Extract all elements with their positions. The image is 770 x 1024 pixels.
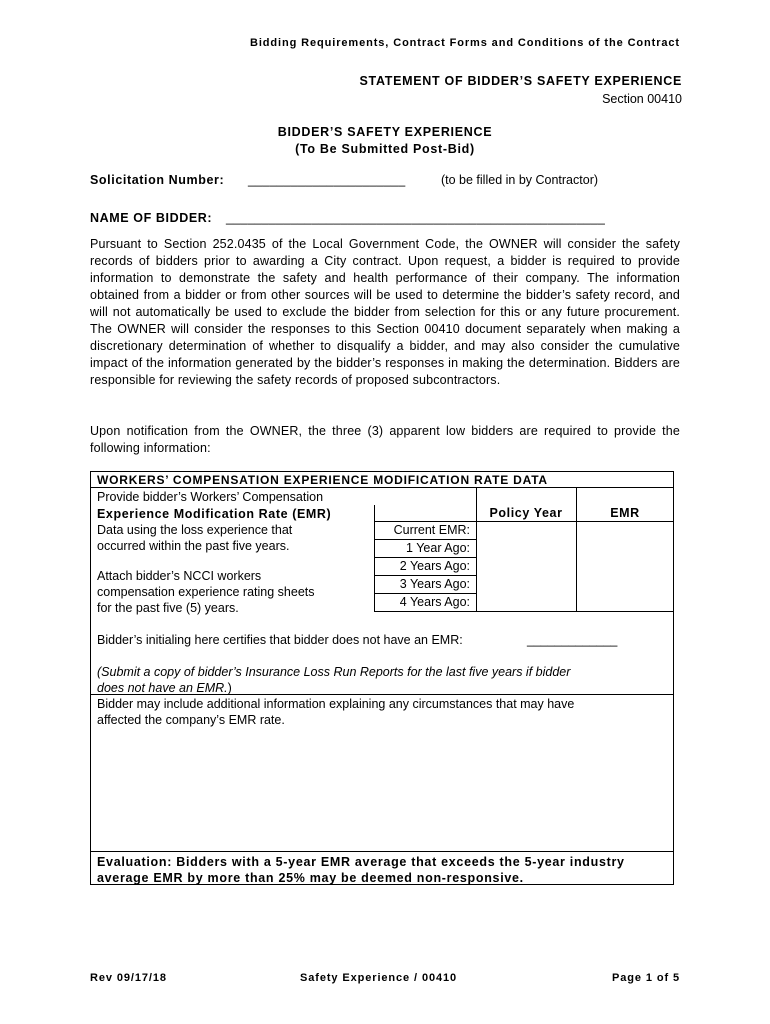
evaluation-note-2: average EMR by more than 25% may be deemed non-responsive. — [97, 871, 524, 885]
solicitation-number-field[interactable]: ______________________ — [248, 173, 406, 187]
form-subtitle: (To Be Submitted Post-Bid) — [295, 142, 475, 156]
emr-instruction-5: Attach bidder’s NCCI workers — [97, 569, 262, 583]
table-divider — [90, 851, 674, 852]
bidder-name-field[interactable]: _____________________________________________________ — [226, 211, 606, 225]
policy-year-input-2-years[interactable] — [477, 558, 576, 575]
emr-header: EMR — [610, 506, 640, 520]
policy-year-input-1-year[interactable] — [477, 540, 576, 557]
document-title: STATEMENT OF BIDDER’S SAFETY EXPERIENCE — [359, 74, 682, 88]
grid-line — [374, 593, 477, 594]
footer-page-number: Page 1 of 5 — [612, 972, 680, 984]
policy-year-input-3-years[interactable] — [477, 576, 576, 593]
loss-run-note-1: (Submit a copy of bidder’s Insurance Loss Run Reports for the last five years if bidder — [97, 665, 571, 679]
row-label-current: Current EMR: — [393, 523, 470, 537]
emr-input-1-year[interactable] — [577, 540, 674, 557]
grid-line — [374, 611, 674, 612]
emr-instruction-2: Experience Modification Rate (EMR) — [97, 507, 332, 521]
grid-line — [374, 557, 477, 558]
running-header: Bidding Requirements, Contract Forms and Conditions of the Contract — [249, 37, 680, 49]
policy-year-input-4-years[interactable] — [477, 594, 576, 611]
intro-paragraph: Pursuant to Section 252.0435 of the Local Government Code, the OWNER will consider the safety records of bidders prior to awarding a City contract. Upon request, a bidder is required to provide information to demonstrate the safety and health performance of their company. The information obtained from a bidder or from other sources will be used to determine the bidder’s safety record, and will not automatically be used to exclude the bidder from selection for this or any future procurement. The OWNER will consider the responses to this Section 00410 document separately when making a discretionary determination of whether to disqualify a bidder, and may also consider the cumulative impact of the information generated by the bidder’s responses in making the determination. Bidders are responsible for reviewing the safety records of proposed subcontractors. — [90, 237, 680, 387]
section-number: Section 00410 — [602, 92, 682, 106]
no-emr-certification: Bidder’s initialing here certifies that bidder does not have an EMR: — [97, 633, 463, 647]
loss-run-note-close: ) — [227, 681, 232, 695]
emr-instruction-4: occurred within the past five years. — [97, 539, 290, 553]
footer-section: Safety Experience / 00410 — [300, 972, 458, 984]
emr-input-current[interactable] — [577, 522, 674, 539]
solicitation-note: (to be filled in by Contractor) — [441, 173, 599, 187]
notification-paragraph: Upon notification from the OWNER, the three (3) apparent low bidders are required to provide the following information: — [90, 424, 680, 455]
form-title: BIDDER’S SAFETY EXPERIENCE — [277, 125, 493, 139]
emr-input-4-years[interactable] — [577, 594, 674, 611]
emr-instruction-1: Provide bidder’s Workers’ Compensation — [97, 490, 324, 504]
bidder-name-label: NAME OF BIDDER: — [90, 211, 213, 225]
emr-instruction-3: Data using the loss experience that — [97, 523, 293, 537]
grid-line — [374, 539, 477, 540]
evaluation-note-1: Evaluation: Bidders with a 5-year EMR average that exceeds the 5-year industry — [97, 855, 625, 869]
row-label-1-year: 1 Year Ago: — [406, 541, 470, 555]
solicitation-label: Solicitation Number: — [90, 173, 225, 187]
emr-instruction-7: for the past five (5) years. — [97, 601, 239, 615]
table-divider — [90, 487, 674, 488]
policy-year-header: Policy Year — [489, 506, 563, 520]
policy-year-input-current[interactable] — [477, 522, 576, 539]
emr-input-3-years[interactable] — [577, 576, 674, 593]
emr-instruction-6: compensation experience rating sheets — [97, 585, 315, 599]
additional-info-1: Bidder may include additional information explaining any circumstances that may have — [97, 697, 575, 711]
row-label-3-years: 3 Years Ago: — [399, 577, 470, 591]
row-label-2-years: 2 Years Ago: — [399, 559, 470, 573]
emr-table-heading: WORKERS’ COMPENSATION EXPERIENCE MODIFICATION RATE DATA — [97, 473, 548, 487]
emr-input-2-years[interactable] — [577, 558, 674, 575]
additional-info-2: affected the company’s EMR rate. — [97, 713, 285, 727]
footer-revision: Rev 09/17/18 — [90, 972, 167, 984]
row-label-4-years: 4 Years Ago: — [399, 595, 470, 609]
additional-info-textarea[interactable] — [91, 730, 673, 850]
loss-run-note-2: does not have an EMR. — [97, 681, 228, 695]
no-emr-initial-field[interactable]: _____________ — [527, 633, 618, 647]
grid-line — [374, 575, 477, 576]
